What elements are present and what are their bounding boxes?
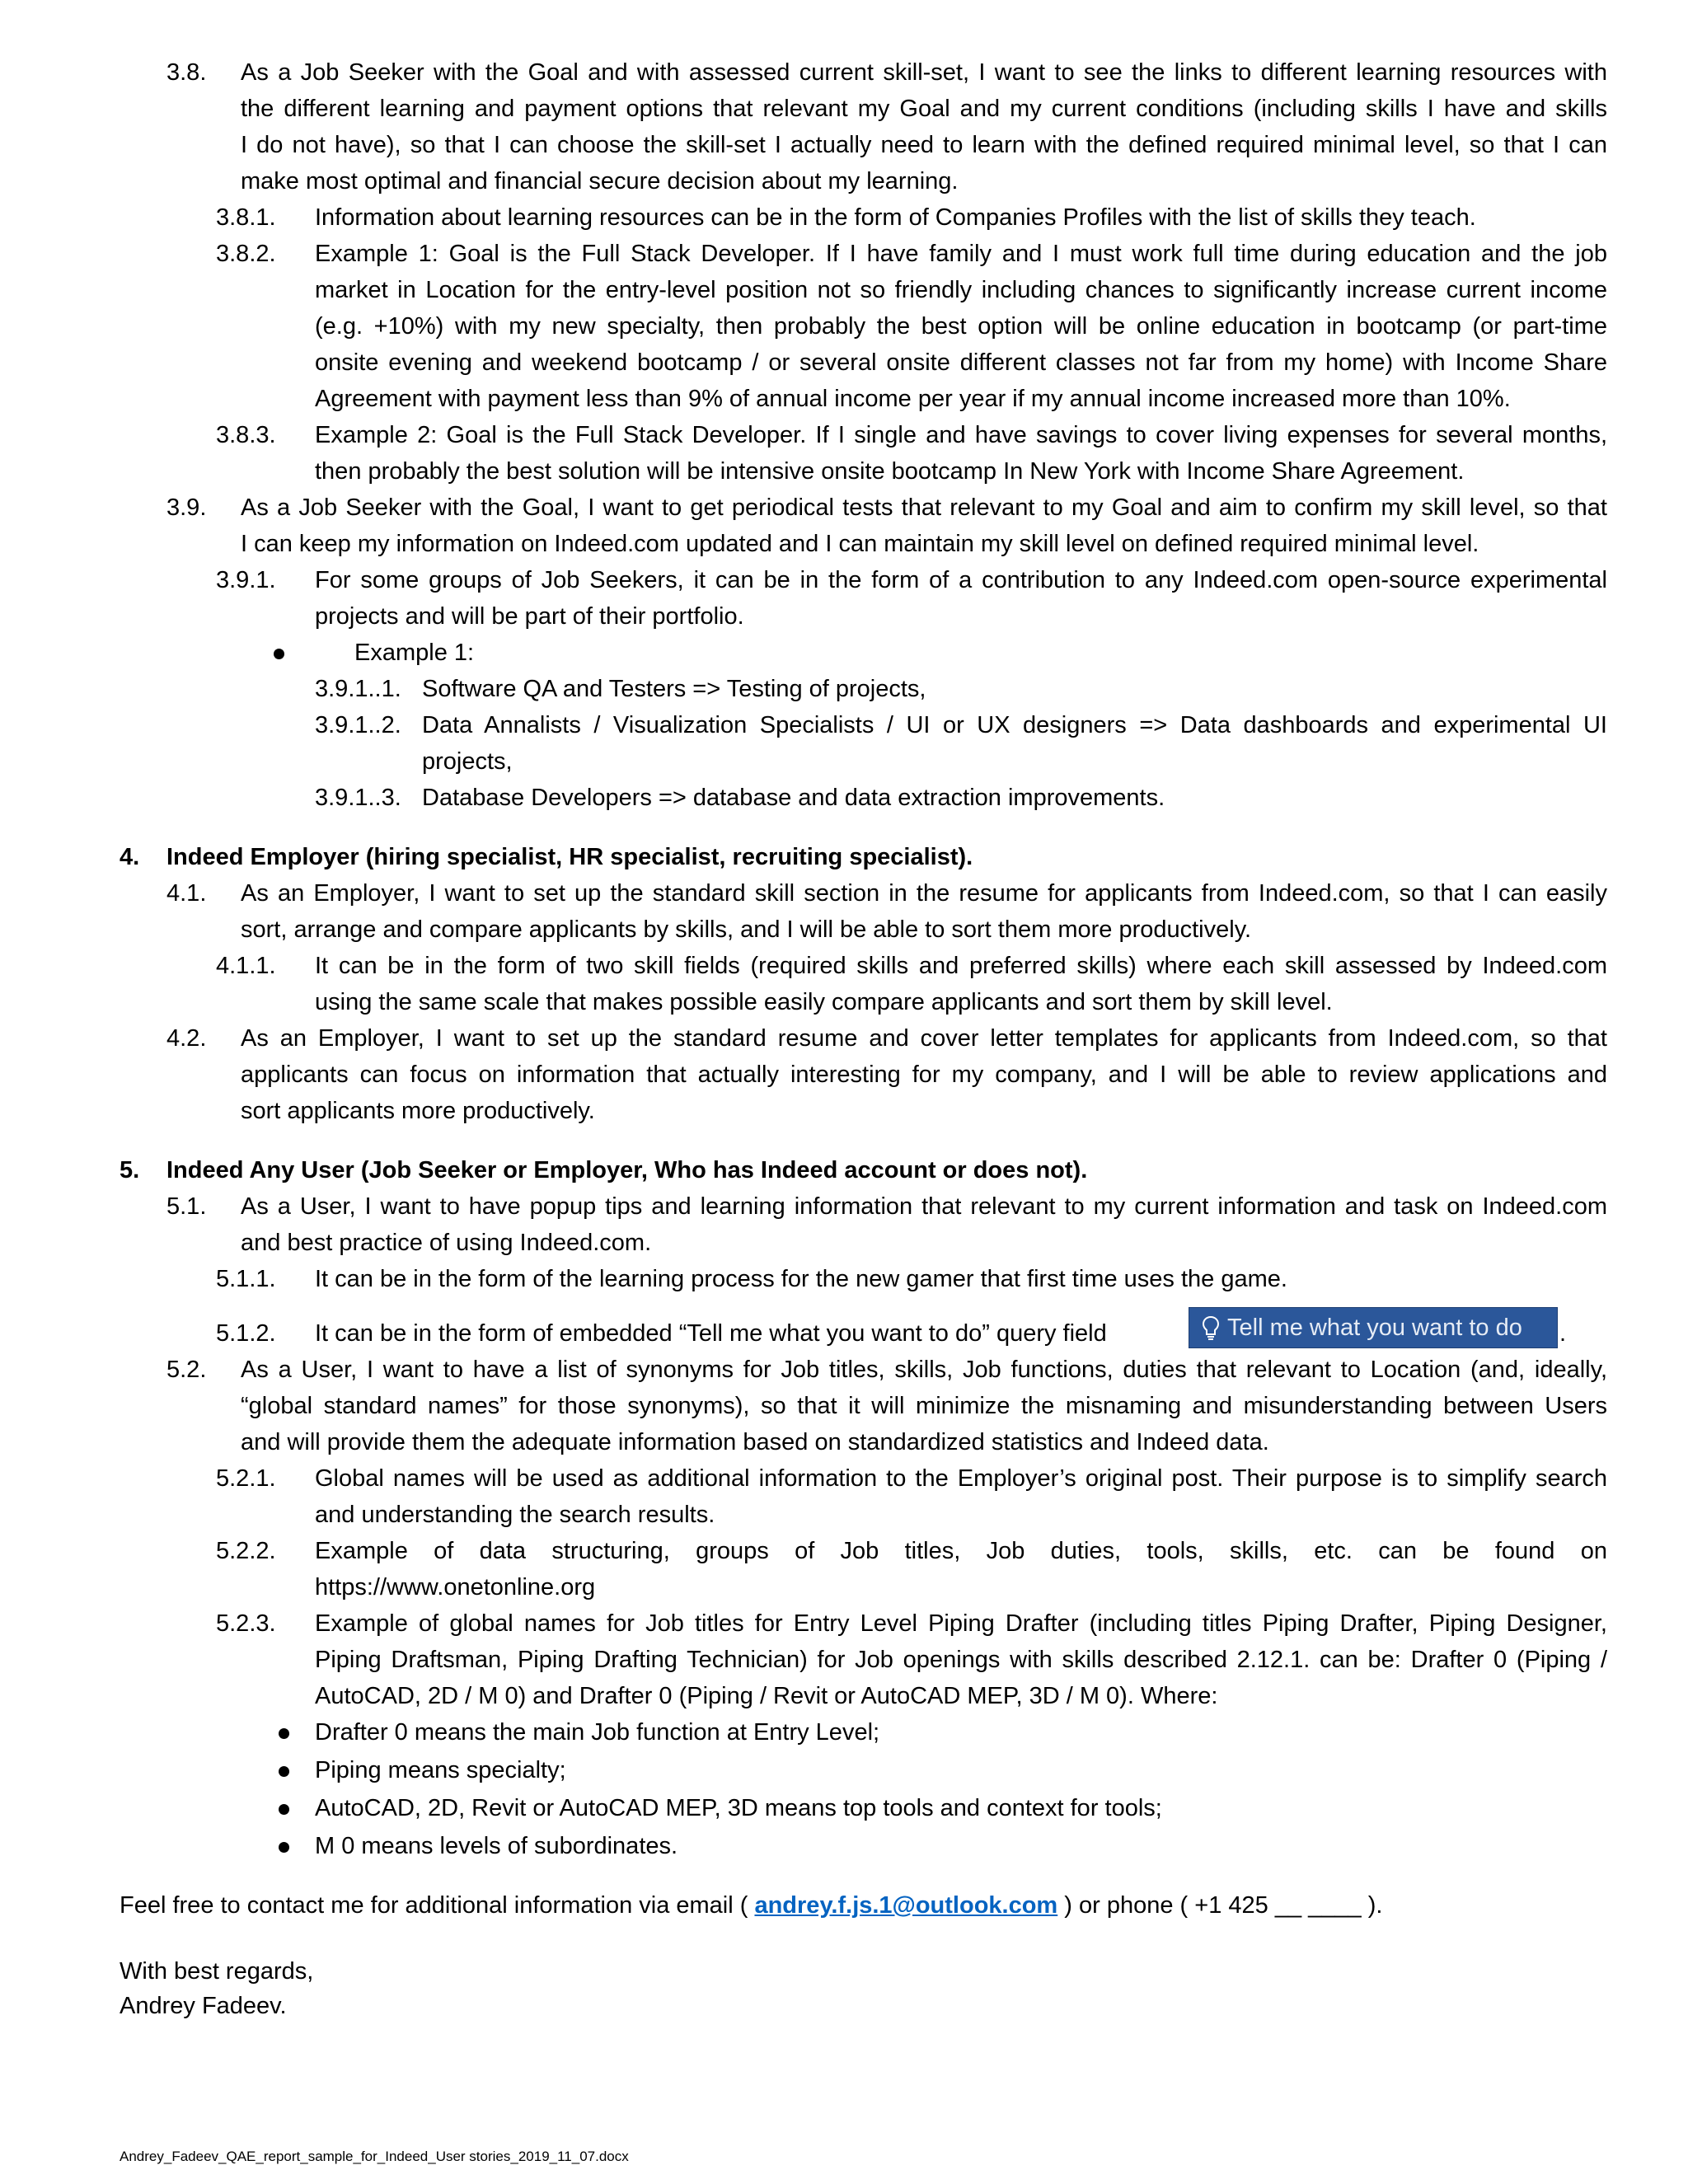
item-5-2-2-line-2: https://www.onetonline.org — [315, 1574, 596, 1601]
item-4-2-line-2: applicants can focus on information that actually interesting for my company, and I will be able to review applications and — [241, 1062, 1607, 1088]
bullet-item-1: Drafter 0 means the main Job function at Entry Level; — [315, 1719, 880, 1746]
item-4-1-1-line-1: It can be in the form of two skill fields (required skills and preferred skills) where each skill assessed by Indeed.com — [315, 953, 1607, 979]
item-3-8-2-line-3: (e.g. +10%) with my new specialty, then probably the best option will be online education in bootcamp (or part-time — [315, 313, 1607, 340]
item-5-1-line-2: and best practice of using Indeed.com. — [241, 1230, 652, 1256]
item-5-2-2-line-1: Example of data structuring, groups of Job titles, Job duties, tools, skills, etc. can be found on — [315, 1538, 1607, 1564]
item-number-3-9: 3.9. — [166, 494, 207, 521]
item-number-5-2-2: 5.2.2. — [216, 1538, 276, 1564]
item-3-8-2-line-5: Agreement with payment less than 9% of annual income per year if my annual income increased more than 10%. — [315, 386, 1511, 412]
bullet-item-4: M 0 means levels of subordinates. — [315, 1833, 678, 1859]
contact-text-after: ) or phone ( +1 425 __ ____ ). — [1057, 1892, 1383, 1919]
item-3-8-3-line-1: Example 2: Goal is the Full Stack Developer. If I single and have savings to cover living expenses for several months, — [315, 422, 1607, 448]
item-3-8-line-1: As a Job Seeker with the Goal and with assessed current skill-set, I want to see the links to different learning resources with — [241, 59, 1607, 86]
item-3-8-line-4: make most optimal and financial secure decision about my learning. — [241, 168, 959, 194]
bullet-icon — [279, 1804, 289, 1815]
item-number-3-9-1-1: 3.9.1..1. — [315, 676, 401, 702]
item-5-2-3-line-1: Example of global names for Job titles for Entry Level Piping Drafter (including titles Piping Drafter, Piping Designer, — [315, 1610, 1607, 1637]
item-number-3-8-2: 3.8.2. — [216, 241, 276, 267]
item-number-5-2: 5.2. — [166, 1357, 207, 1383]
item-5-1-1-line-1: It can be in the form of the learning process for the new gamer that first time uses the game. — [315, 1266, 1287, 1292]
item-number-5-2-3: 5.2.3. — [216, 1610, 276, 1637]
bullet-icon — [279, 1842, 289, 1853]
item-5-1-2-period: . — [1559, 1320, 1567, 1347]
item-number-3-9-1-2: 3.9.1..2. — [315, 712, 401, 738]
item-3-8-line-2: the different learning and payment options that relevant my Goal and my current conditions (including skills I have and skills — [241, 96, 1607, 122]
item-number-3-9-1: 3.9.1. — [216, 567, 276, 593]
item-4-2-line-1: As an Employer, I want to set up the standard resume and cover letter templates for applicants from Indeed.com, so that — [241, 1025, 1607, 1052]
item-3-9-1-2-line-1: Data Annalists / Visualization Specialists / UI or UX designers => Data dashboards and experimental UI — [422, 712, 1607, 738]
item-4-1-line-2: sort, arrange and compare applicants by skills, and I will be able to sort them more productively. — [241, 916, 1252, 943]
lightbulb-icon — [1194, 1315, 1227, 1340]
closing-regards: With best regards, — [120, 1958, 314, 1985]
item-number-5-1-2: 5.1.2. — [216, 1320, 276, 1347]
item-3-8-3-line-2: then probably the best solution will be intensive onsite bootcamp In New York with Income Share Agreement. — [315, 458, 1465, 485]
item-5-2-3-line-3: AutoCAD, 2D / M 0) and Drafter 0 (Piping / Revit or AutoCAD MEP, 3D / M 0). Where: — [315, 1683, 1218, 1709]
item-3-9-1-2-line-2: projects, — [422, 748, 513, 775]
item-3-8-line-3: I do not have), so that I can choose the skill-set I actually need to learn with the defined required minimal level, so that I can — [241, 132, 1607, 158]
item-5-2-line-3: and will provide them the adequate information based on standardized statistics and Indeed data. — [241, 1429, 1269, 1455]
example-1-label: Example 1: — [354, 640, 475, 666]
item-5-1-2-text: It can be in the form of embedded “Tell me what you want to do” query field — [315, 1320, 1107, 1347]
bullet-item-2: Piping means specialty; — [315, 1757, 566, 1783]
item-3-9-line-1: As a Job Seeker with the Goal, I want to get periodical tests that relevant to my Goal and aim to confirm my skill level, so that — [241, 494, 1607, 521]
item-3-9-line-2: I can keep my information on Indeed.com updated and I can maintain my skill level on defined required minimal level. — [241, 531, 1479, 557]
item-number-5-1-1: 5.1.1. — [216, 1266, 276, 1292]
item-5-2-line-1: As a User, I want to have a list of synonyms for Job titles, skills, Job functions, duties that relevant to Location (and, ideally, — [241, 1357, 1607, 1383]
item-3-9-1-1-line-1: Software QA and Testers => Testing of projects, — [422, 676, 926, 702]
item-number-3-8-3: 3.8.3. — [216, 422, 276, 448]
item-number-3-8-1: 3.8.1. — [216, 204, 276, 231]
item-number-4-1-1: 4.1.1. — [216, 953, 276, 979]
item-5-2-3-line-2: Piping Draftsman, Piping Drafting Technician) for Job openings with skills described 2.12.1. can be: Drafter 0 (Piping / — [315, 1647, 1607, 1673]
item-5-2-1-line-1: Global names will be used as additional information to the Employer’s original post. Their purpose is to simplify search — [315, 1465, 1607, 1492]
item-4-1-1-line-2: using the same scale that makes possible easily compare applicants and sort them by skill level. — [315, 989, 1333, 1015]
item-number-4-2: 4.2. — [166, 1025, 207, 1052]
bullet-item-3: AutoCAD, 2D, Revit or AutoCAD MEP, 3D means top tools and context for tools; — [315, 1795, 1162, 1821]
footer-filename: Andrey_Fadeev_QAE_report_sample_for_Indeed_User stories_2019_11_07.docx — [120, 2149, 629, 2164]
item-number-5-1: 5.1. — [166, 1193, 207, 1220]
contact-text-before: Feel free to contact me for additional information via email ( — [120, 1892, 755, 1919]
section-4-heading: Indeed Employer (hiring specialist, HR specialist, recruiting specialist). — [166, 844, 973, 870]
email-link[interactable]: andrey.f.js.1@outlook.com — [754, 1892, 1058, 1919]
section-5-heading: Indeed Any User (Job Seeker or Employer, Who has Indeed account or does not). — [166, 1157, 1088, 1183]
item-3-8-2-line-1: Example 1: Goal is the Full Stack Developer. If I have family and I must work full time during education and the job — [315, 241, 1607, 267]
item-4-2-line-3: sort applicants more productively. — [241, 1098, 595, 1124]
item-5-1-line-1: As a User, I want to have popup tips and learning information that relevant to my current information and task on Indeed.com — [241, 1193, 1607, 1220]
bullet-icon — [274, 649, 284, 659]
item-number-3-9-1-3: 3.9.1..3. — [315, 785, 401, 811]
bullet-icon — [279, 1728, 289, 1739]
item-5-2-line-2: “global standard names” for those synonyms), so that it will minimize the misnaming and misunderstanding between Users — [241, 1393, 1607, 1419]
item-number-5-2-1: 5.2.1. — [216, 1465, 276, 1492]
item-number-3-8: 3.8. — [166, 59, 207, 86]
item-3-9-1-line-2: projects and will be part of their portfolio. — [315, 603, 744, 630]
item-number-4-1: 4.1. — [166, 880, 207, 907]
contact-line — [120, 1887, 1382, 1924]
item-4-1-line-1: As an Employer, I want to set up the standard skill section in the resume for applicants from Indeed.com, so that I can easily — [241, 880, 1607, 907]
item-3-8-2-line-4: onsite evening and weekend bootcamp / or several onsite different classes not far from my home) with Income Share — [315, 349, 1607, 376]
section-number-4: 4. — [120, 844, 140, 870]
item-3-9-1-line-1: For some groups of Job Seekers, it can be in the form of a contribution to any Indeed.com open-source experimental — [315, 567, 1607, 593]
item-3-8-1-line-1: Information about learning resources can be in the form of Companies Profiles with the list of skills they teach. — [315, 204, 1476, 231]
item-5-2-1-line-2: and understanding the search results. — [315, 1502, 715, 1528]
item-3-8-2-line-2: market in Location for the entry-level position not so friendly including chances to significantly increase current income — [315, 277, 1607, 303]
item-3-9-1-3-line-1: Database Developers => database and data extraction improvements. — [422, 785, 1165, 811]
section-number-5: 5. — [120, 1157, 140, 1183]
closing-signature-name: Andrey Fadeev. — [120, 1993, 287, 2019]
bullet-icon — [279, 1766, 289, 1777]
tell-me-placeholder: Tell me what you want to do — [1227, 1314, 1522, 1341]
tell-me-query-field[interactable] — [1189, 1307, 1558, 1348]
